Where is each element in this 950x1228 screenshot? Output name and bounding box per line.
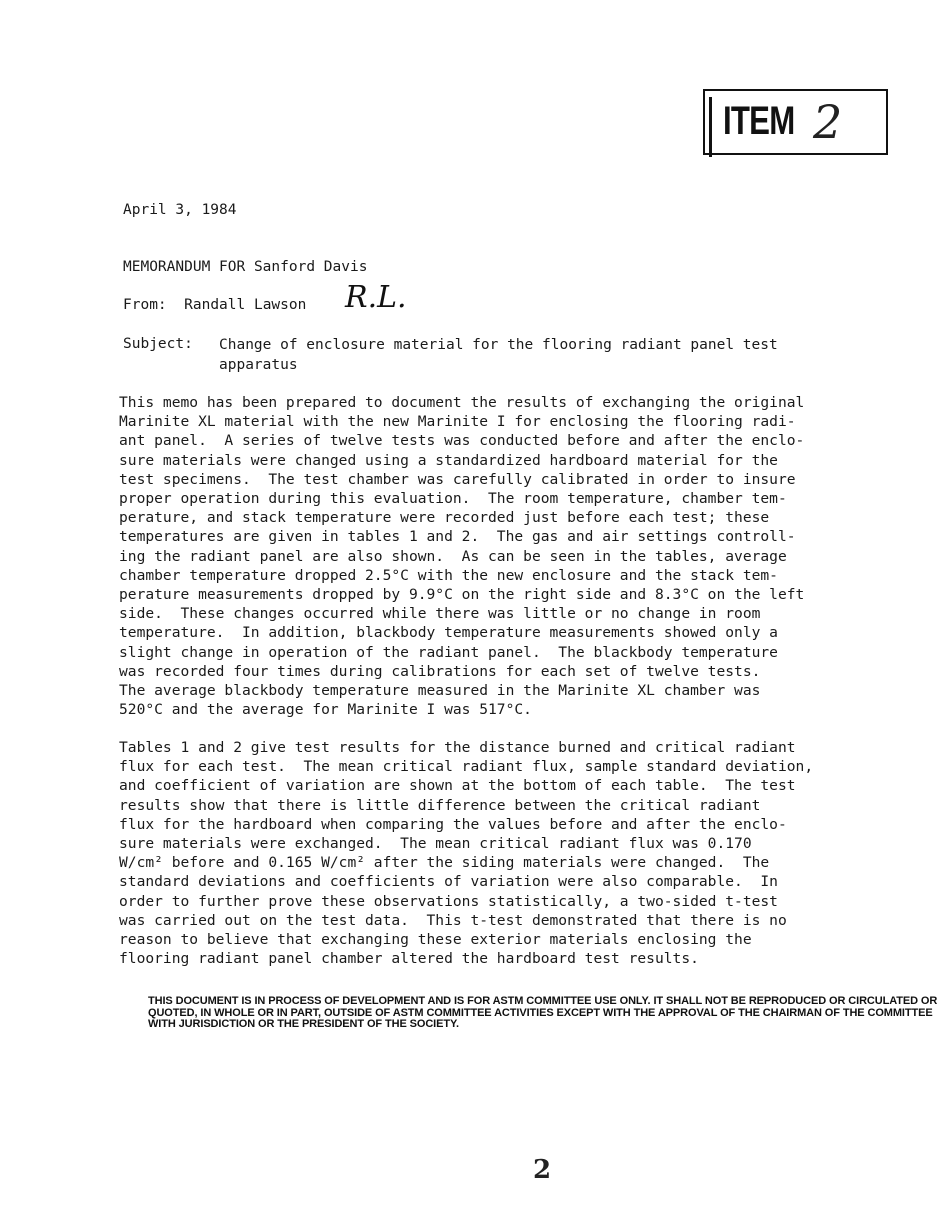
from-name: Randall Lawson xyxy=(184,297,307,313)
body-paragraph-1: This memo has been prepared to document the results of exchanging the original Marinite XL material with the new Marinite I for enclosing the flooring radi- ant panel. A series of twelve tests was conducted before and after the enclo- sure materials were changed using a standardized hardboard material for the test specimens. The test chamber was carefully calibrated in order to insure proper operation during this evaluation. The room temperature, chamber tem- perature, and stack temperature were recorded just before each test; these temperatures are given in tables 1 and 2. The gas and air settings controll- ing the radiant panel are also shown. As can be seen in the tables, average chamber temperature dropped 2.5°C with the new enclosure and the stack tem- perature measurements dropped by 9.9°C on the right side and 8.3°C on the left side. These changes occurred while there was little or no change in room temperature. In addition, blackbody temperature measurements showed only a slight change in operation of the radiant panel. The blackbody temperature was recorded four times during calibrations for each set of twelve tests. The average blackbody temperature measured in the Marinite XL chamber was 520°C and the average for Marinite I was 517°C. xyxy=(119,394,805,719)
memo-date: April 3, 1984 xyxy=(123,202,237,218)
subject-text: Change of enclosure material for the flooring radiant panel test apparatus xyxy=(219,337,778,373)
subject-label: Subject: xyxy=(123,336,193,352)
handwritten-initials: R.L. xyxy=(345,280,407,315)
item-label: ITEM xyxy=(723,99,795,143)
memo-from xyxy=(123,297,306,313)
page-number: 2 xyxy=(533,1155,552,1185)
stamp-border-bar xyxy=(709,97,712,157)
item-stamp xyxy=(703,89,888,155)
from-label: From: xyxy=(123,297,167,313)
item-number-handwritten: 2 xyxy=(813,95,843,149)
astm-notice: THIS DOCUMENT IS IN PROCESS OF DEVELOPMENT AND IS FOR ASTM COMMITTEE USE ONLY. IT SHALL NOT BE REPRODUCED OR CIRCULATED OR QUOTED, IN WHOLE OR IN PART, OUTSIDE OF ASTM COMMITTEE ACTIVITIES EXCEPT WITH THE APPROVAL OF THE CHAIRMAN OF THE COMMITTEE WITH JURISDICTION OR THE PRESIDENT OF THE SOCIETY. xyxy=(148,995,938,1030)
body-paragraph-2: Tables 1 and 2 give test results for the distance burned and critical radiant flux for each test. The mean critical radiant flux, sample standard deviation, and coefficient of variation are shown at the bottom of each table. The test results show that there is little difference between the critical radiant flux for the hardboard when comparing the values before and after the enclo- sure materials were exchanged. The mean critical radiant flux was 0.170 W/cm² before and 0.165 W/cm² after the siding materials were changed. The standard deviations and coefficients of variation were also comparable. In order to further prove these observations statistically, a two-sided t-test was carried out on the test data. This t-test demonstrated that there is no reason to believe that exchanging these exterior materials enclosing the flooring radiant panel chamber altered the hardboard test results. xyxy=(119,739,814,968)
memo-addressee: MEMORANDUM FOR Sanford Davis xyxy=(123,259,368,275)
